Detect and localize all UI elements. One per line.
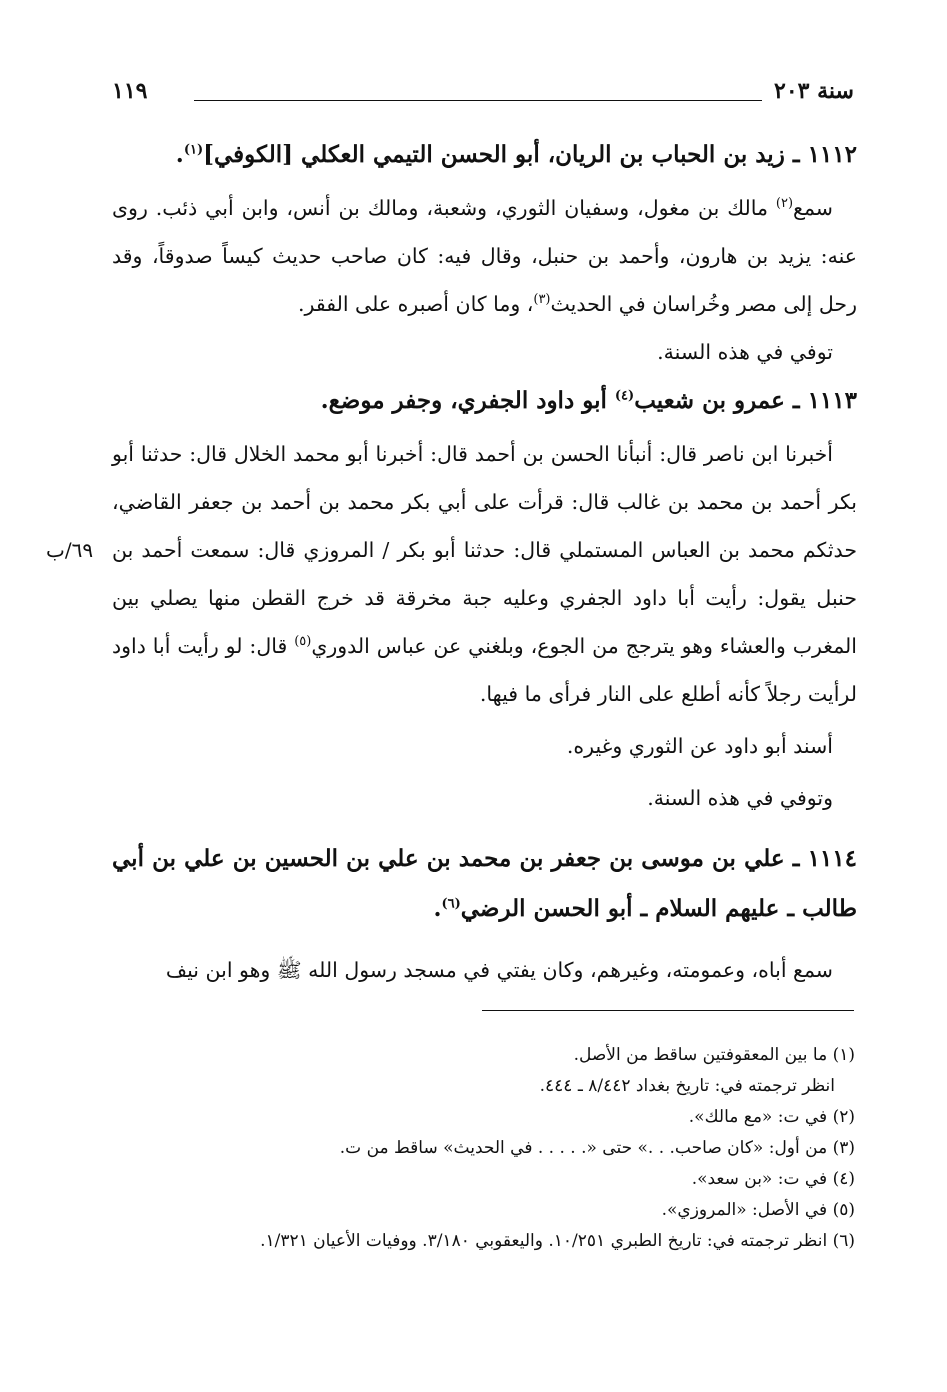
footnote-ref: (٤) xyxy=(614,388,635,404)
entry-paragraph: سمع أباه، وعمومته، وغيرهم، وكان يفتي في مسجد رسول الله ﷺ وهو ابن نيف xyxy=(165,958,833,982)
entry-title-text: أبو داود الجفري، وجفر موضع. xyxy=(320,387,615,414)
paragraph-text: أخبرنا ابن ناصر قال: أنبأنا الحسن بن أحمد قال: أخبرنا أبو محمد الخلال قال: حدثنا أبو بكر أحمد بن محمد بن غالب قال: قرأت على أبي بكر محمد بن أحمد بن جعفر القاضي، حدثكم محمد بن العباس المستملي قال: حدثنا أبو بكر / المروزي قال: سمعت أحمد بن حنبل يقول: رأيت أبا داود الجفري وعليه جبة مخرقة قد خرج القطن منها يصلي بين المغرب والعشاء وهو يترجج من الجوع، وبلغني عن عباس الدوري xyxy=(112,442,857,658)
entry-title-end: . xyxy=(175,141,184,168)
footnote-ref: (١) xyxy=(183,142,204,158)
entry-paragraph: وتوفي في هذه السنة. xyxy=(647,786,833,810)
footnote: انظر ترجمته في: تاريخ بغداد ٨/٤٤٢ ـ ٤٤٤. xyxy=(539,1076,835,1096)
header-year: سنة ٢٠٣ xyxy=(774,78,854,104)
footnotes xyxy=(150,1040,855,1257)
footnote: (١) ما بين المعقوفتين ساقط من الأصل. xyxy=(573,1045,855,1065)
entry-title-end: . xyxy=(433,895,442,922)
paragraph-text: سمع xyxy=(793,196,833,220)
footnote: (٦) انظر ترجمته في: تاريخ الطبري ١٠/٢٥١. واليعقوبي ٣/١٨٠. ووفيات الأعيان ١/٣٢١. xyxy=(260,1231,855,1251)
entry-title-1112 xyxy=(112,130,857,180)
entry-title-text: ١١١٤ ـ علي بن موسى بن جعفر بن محمد بن علي بن الحسين بن علي بن أبي طالب ـ عليهم السلام ـ أبو الحسن الرضي xyxy=(112,845,857,922)
footnote-ref: (٦) xyxy=(441,896,461,912)
entry-title-text: ١١١٣ ـ عمرو بن شعيب xyxy=(634,387,857,414)
footnote: (٣) من أول: «كان صاحب. . .» حتى «. . . . . في الحديث» ساقط من ت. xyxy=(339,1138,855,1158)
footnote-ref: (٥) xyxy=(294,634,312,650)
paragraph-text: مالك بن مغول، وسفيان الثوري، وشعبة، ومالك بن أنس، وابن أبي ذئب. روى عنه: يزيد بن هارون، وأحمد بن حنبل، وقال فيه: كان صاحب حديث كيساً صدوقاً، وقد رحل إلى مصر وخُراسان في الحديث xyxy=(112,196,857,316)
entry-title-1113 xyxy=(112,376,857,426)
entry-paragraph: أسند أبو داود عن الثوري وغيره. xyxy=(566,734,833,758)
entry-title-1114 xyxy=(112,834,857,934)
footnote: (٥) في الأصل: «المروزي». xyxy=(661,1200,855,1220)
entry-paragraph xyxy=(112,184,857,328)
paragraph-text: قال: لو رأيت أبا داود لرأيت رجلاً كأنه أطلع على النار فرأى ما فيها. xyxy=(112,634,857,706)
page-number: ١١٩ xyxy=(112,78,148,104)
footnote: (٤) في ت: «بن سعد». xyxy=(691,1169,855,1189)
entry-title-text: ١١١٢ ـ زيد بن الحباب بن الريان، أبو الحسن التيمي العكلي [الكوفي] xyxy=(203,141,857,168)
footnote-separator xyxy=(482,1010,854,1011)
margin-folio-note: ٦٩/ب xyxy=(46,538,94,562)
running-header xyxy=(112,78,854,118)
entry-paragraph: توفي في هذه السنة. xyxy=(657,340,833,364)
paragraph-text: ، وما كان أصبره على الفقر. xyxy=(298,292,534,316)
footnote-ref: (٣) xyxy=(533,292,551,308)
footnote-ref: (٢) xyxy=(775,196,794,212)
entry-paragraph xyxy=(46,430,857,718)
footnote: (٢) في ت: «مع مالك». xyxy=(688,1107,855,1127)
header-rule xyxy=(194,100,762,101)
main-text xyxy=(46,130,857,994)
